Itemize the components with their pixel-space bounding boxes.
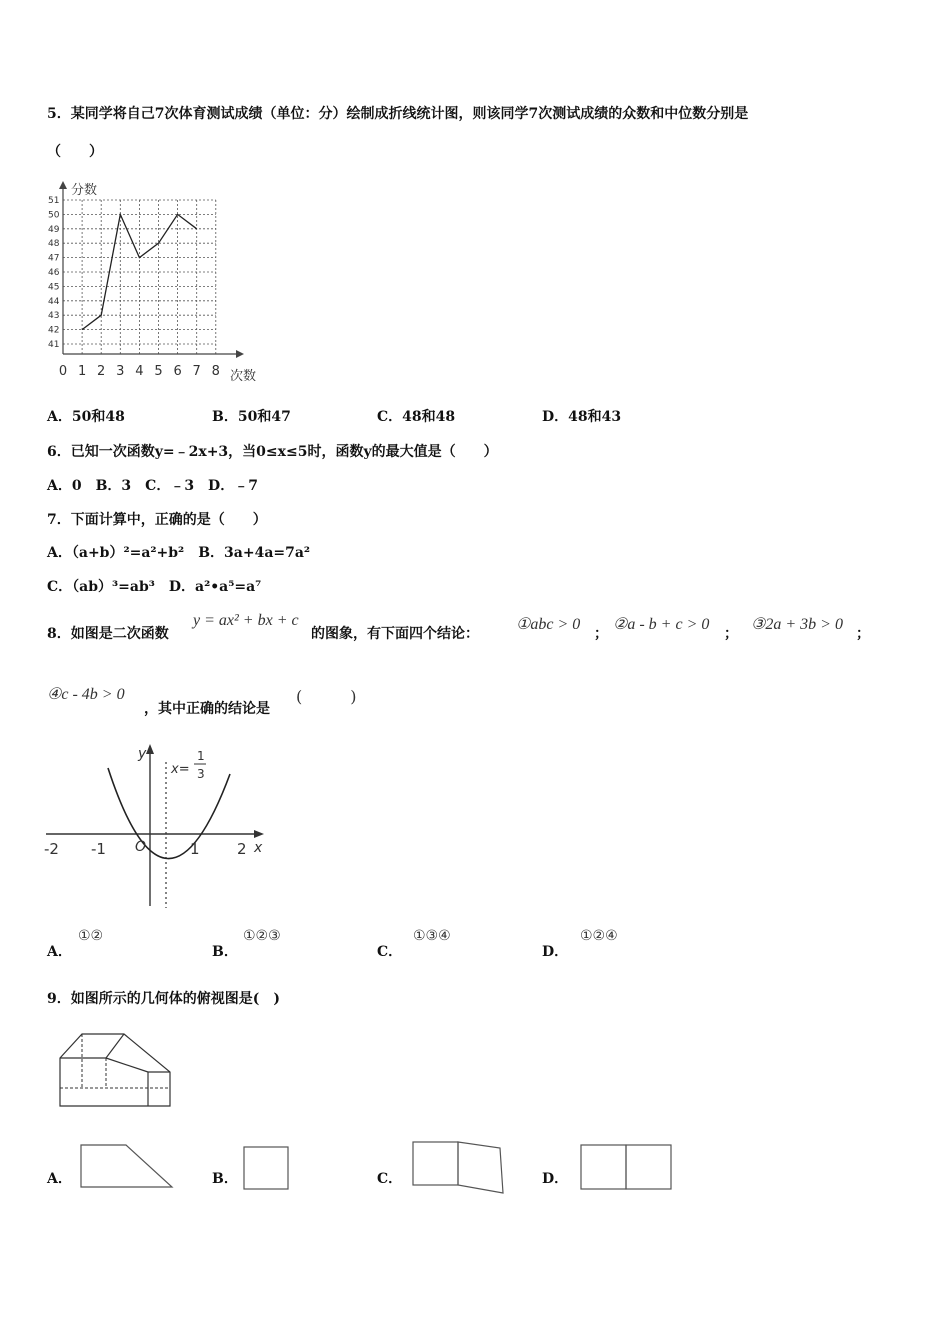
chart-xlabel: 次数: [230, 369, 257, 384]
q8-separator: ；: [856, 626, 870, 642]
chart-y-tick-label: 49: [48, 224, 60, 235]
chart-grid: [63, 200, 216, 354]
chart-x-tick-label: 0: [58, 364, 68, 379]
chart-y-arrow: [59, 181, 67, 189]
chart-y-tick-label: 47: [48, 253, 60, 264]
chart-y-tick-label: 46: [48, 268, 60, 278]
chart-y-tick-label: 43: [48, 311, 60, 322]
q8-option-b: ①②③: [243, 928, 281, 944]
q8-option-d-letter: D．: [542, 944, 569, 960]
graph-tick-label: 1: [190, 840, 200, 858]
q5-option-a: A．50和48: [47, 409, 125, 425]
q6-options: A．0 B．3 C．﹣3 D．﹣7: [47, 478, 258, 494]
q7-options-row1: A．（a+b）²=a²+b² B．3a+4a=7a²: [47, 545, 311, 561]
q8-separator: ；: [594, 626, 608, 642]
q8-parabola-graph: [40, 738, 276, 912]
chart-y-tick-label: 45: [48, 282, 60, 293]
q8-option-a: ①②: [78, 928, 104, 944]
q8-stem-mid: 的图象，有下面四个结论：: [311, 626, 479, 642]
q5-option-d: D．48和43: [542, 409, 622, 425]
q9-option-c-shape: [411, 1139, 507, 1197]
q9-option-d-letter: D．: [542, 1171, 569, 1187]
q8-conclusion-4: ④c - 4b > 0: [47, 686, 125, 703]
parabola-curve: [108, 768, 230, 859]
q6-stem: 6．已知一次函数y=﹣2x+3，当0≤x≤5时，函数y的最大值是（ ）: [47, 444, 498, 460]
graph-x-arrow: [254, 830, 264, 838]
symmetry-frac-den: 3: [197, 767, 205, 781]
graph-y-arrow: [146, 744, 154, 754]
q9-option-a-letter: A．: [47, 1171, 72, 1187]
graph-tick-label: -2: [44, 840, 59, 858]
q8-bracket: ( ): [296, 687, 357, 706]
chart-x-arrow: [236, 350, 244, 358]
q8-separator: ；: [724, 626, 738, 642]
q9-option-b-shape: [242, 1145, 292, 1191]
symmetry-frac-num: 1: [197, 749, 205, 763]
chart-x-tick-label: 1: [77, 364, 87, 379]
solid-edge: [106, 1034, 124, 1058]
graph-x-label: x: [254, 840, 263, 856]
q5-option-c: C．48和48: [377, 409, 456, 425]
graph-y-label: y: [138, 746, 147, 762]
chart-y-tick-label: 50: [48, 210, 60, 221]
q9-stem: 9．如图所示的几何体的俯视图是( ): [47, 991, 280, 1007]
q9-option-b-letter: B．: [212, 1171, 238, 1187]
q9-option-d-shape: [578, 1142, 676, 1192]
chart-x-tick-label: 3: [116, 364, 125, 379]
chart-x-tick-labels: [59, 364, 220, 379]
chart-y-tick-labels: [48, 196, 60, 350]
q8-conclusion-3: ③2a + 3b > 0: [751, 616, 843, 633]
chart-y-tick-label: 41: [48, 340, 60, 350]
q8-conclusion-1: ①abc > 0: [516, 616, 581, 633]
chart-x-tick-label: 4: [135, 364, 144, 379]
chart-x-tick-label: 5: [154, 364, 163, 379]
q8-option-b-letter: B．: [212, 944, 238, 960]
q8-stem-prefix: 8．如图是二次函数: [47, 626, 169, 642]
chart-x-tick-label: 6: [173, 364, 182, 379]
q5-line-chart: [44, 176, 274, 386]
solid-outline: [60, 1034, 170, 1106]
chart-x-tick-label: 8: [211, 364, 220, 379]
q8-option-a-letter: A．: [47, 944, 72, 960]
q7-options-row2: C．（ab）³=ab³ D．a²•a⁵=a⁷: [47, 579, 262, 595]
q5-stem: 5．某同学将自己7次体育测试成绩（单位：分）绘制成折线统计图，则该同学7次测试成绩的众数和中位数分别是: [47, 106, 749, 122]
chart-axes: [59, 181, 244, 358]
q8-option-d: ①②④: [580, 928, 618, 944]
graph-tick-label: 2: [237, 840, 247, 858]
symmetry-label: x=: [171, 762, 190, 777]
chart-y-tick-label: 44: [48, 296, 60, 307]
q8-option-c: ①③④: [413, 928, 451, 944]
graph-tick-label: -1: [91, 840, 106, 858]
solid-edge: [106, 1058, 148, 1072]
q8-stem-suffix: ，其中正确的结论是: [144, 701, 270, 717]
chart-x-tick-label: 2: [97, 364, 106, 379]
q8-option-c-letter: C．: [377, 944, 403, 960]
q8-equation: y = ax² + bx + c: [193, 612, 299, 629]
chart-x-tick-label: 7: [192, 364, 201, 379]
chart-y-tick-label: 42: [48, 325, 60, 336]
q9-option-a-shape: [78, 1142, 176, 1190]
q5-bracket: （ ）: [47, 144, 103, 160]
q9-solid-figure: [52, 1028, 176, 1112]
q8-conclusion-2: ②a - b + c > 0: [613, 616, 710, 633]
chart-y-tick-label: 48: [48, 239, 60, 250]
chart-y-tick-label: 51: [48, 196, 60, 206]
q7-stem: 7．下面计算中，正确的是（ ）: [47, 512, 267, 528]
graph-origin-label: O: [135, 839, 147, 855]
q9-option-c-letter: C．: [377, 1171, 403, 1187]
q5-option-b: B．50和47: [212, 409, 291, 425]
chart-ylabel: 分数: [71, 183, 98, 198]
